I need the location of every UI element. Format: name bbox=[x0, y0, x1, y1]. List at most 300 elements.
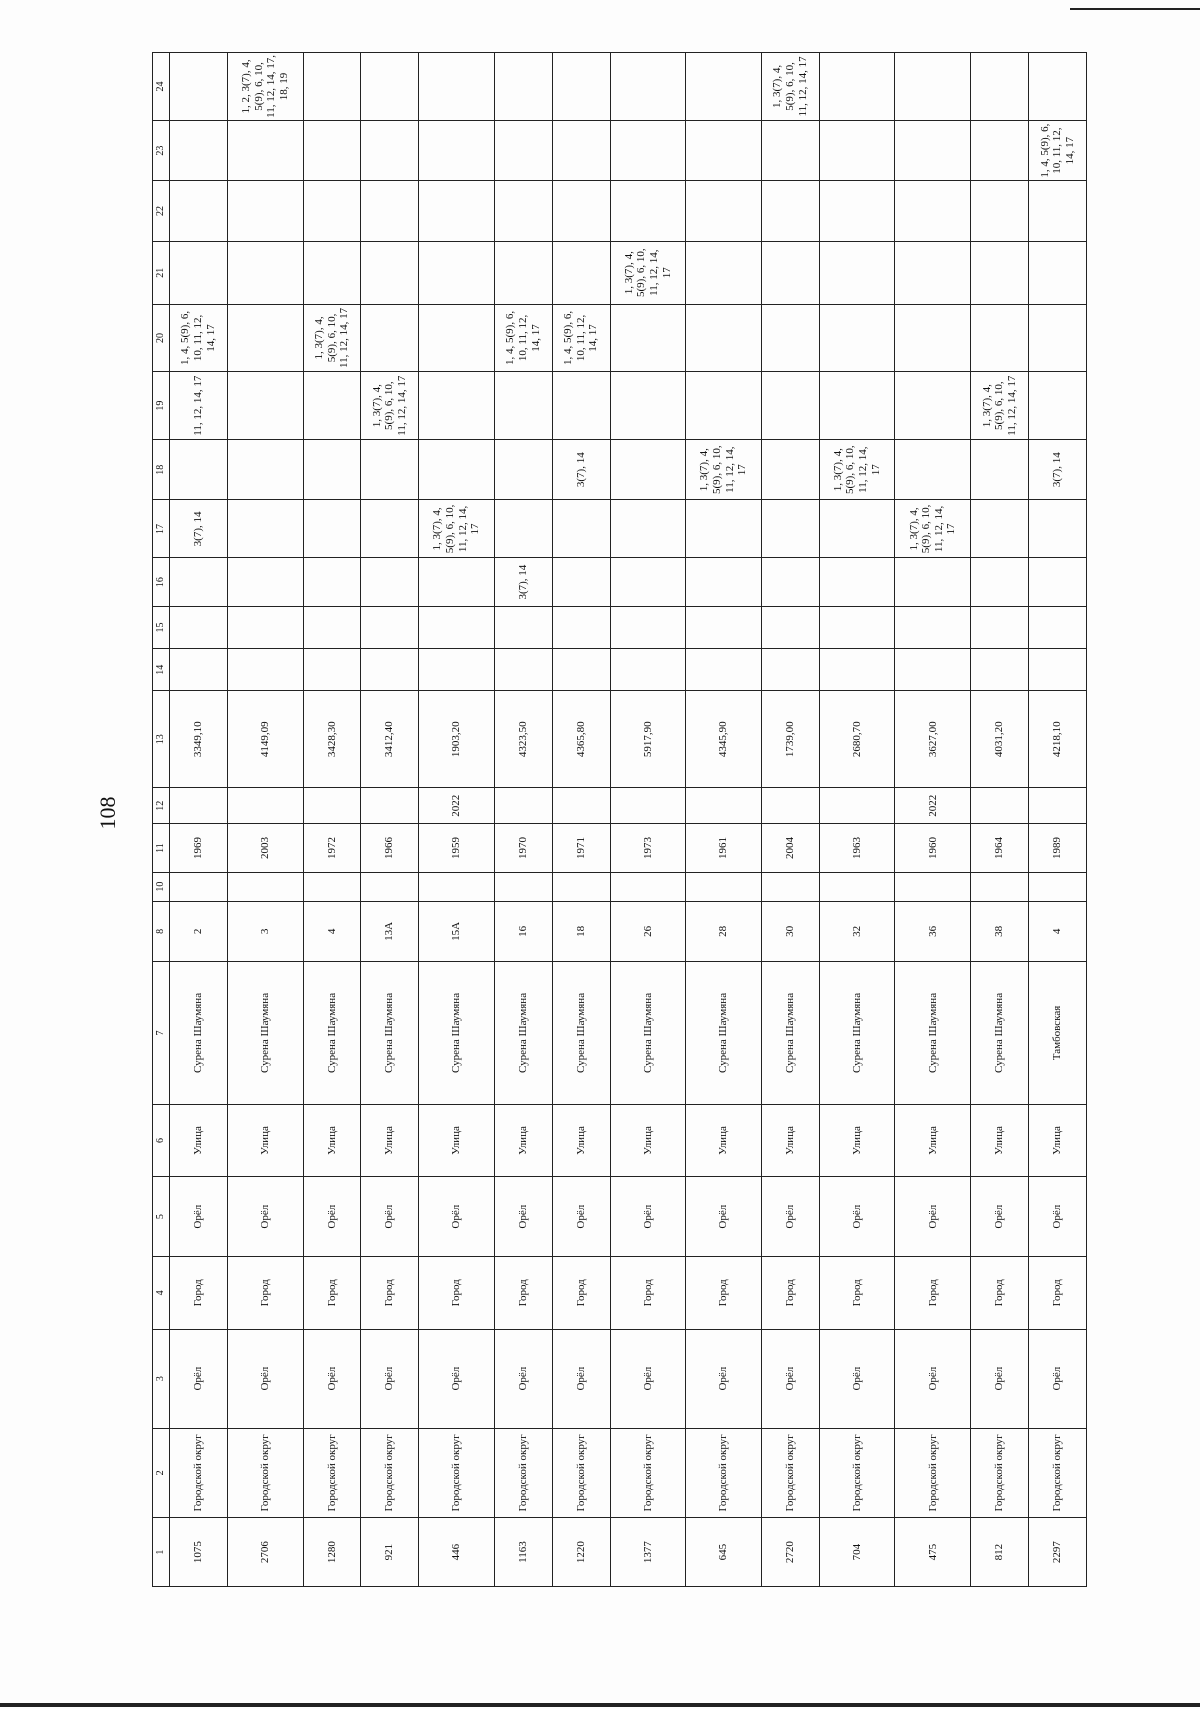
table-cell bbox=[686, 439, 762, 499]
table-row bbox=[895, 53, 971, 1587]
cell-text: 1, 3(7), 4, 5(9), 6, 10, 11, 12, 14, 17 bbox=[312, 307, 351, 368]
cell-text: 36 bbox=[926, 925, 939, 937]
column-header: 1 bbox=[153, 1518, 170, 1587]
table-cell bbox=[1029, 1329, 1087, 1428]
table-cell bbox=[303, 1518, 361, 1587]
cell-text: 812 bbox=[993, 1543, 1006, 1561]
cell-text: Городской округ bbox=[717, 1434, 730, 1512]
table-cell bbox=[761, 241, 819, 304]
top-rule bbox=[1070, 8, 1200, 10]
table-cell bbox=[610, 649, 686, 691]
table-cell bbox=[761, 304, 819, 372]
table-cell bbox=[552, 1518, 610, 1587]
table-cell bbox=[761, 1104, 819, 1177]
table-cell bbox=[303, 372, 361, 440]
table-cell bbox=[494, 500, 552, 558]
table-cell bbox=[1029, 500, 1087, 558]
table-cell bbox=[494, 901, 552, 961]
table-row bbox=[419, 53, 495, 1587]
table-cell bbox=[303, 120, 361, 180]
cell-text: 1, 4, 5(9), 6, 10, 11, 12, 14, 17 bbox=[562, 310, 600, 365]
table-cell bbox=[895, 304, 971, 372]
table-cell bbox=[303, 1329, 361, 1428]
table-cell bbox=[552, 1329, 610, 1428]
table-cell bbox=[552, 1177, 610, 1257]
table-cell bbox=[361, 649, 419, 691]
table-cell bbox=[303, 649, 361, 691]
table-cell bbox=[303, 1104, 361, 1177]
cell-text: Орёл bbox=[1051, 1366, 1064, 1391]
table-cell bbox=[419, 901, 495, 961]
cell-text: Сурена Шаумяна bbox=[850, 992, 863, 1073]
table-cell bbox=[819, 181, 895, 241]
cell-text: Город bbox=[717, 1279, 730, 1307]
cell-text: Улица bbox=[717, 1126, 730, 1155]
table-cell bbox=[686, 901, 762, 961]
column-header: 16 bbox=[153, 558, 170, 606]
cell-text: 1, 4, 5(9), 6, 10, 11, 12, 14, 17 bbox=[179, 310, 217, 365]
table-cell bbox=[361, 372, 419, 440]
column-header: 3 bbox=[153, 1329, 170, 1428]
table-cell bbox=[170, 304, 228, 372]
table-cell bbox=[419, 606, 495, 648]
table-cell bbox=[686, 1518, 762, 1587]
table-cell bbox=[303, 901, 361, 961]
table-cell bbox=[895, 1428, 971, 1517]
table-cell bbox=[227, 500, 303, 558]
table-cell bbox=[610, 372, 686, 440]
table-cell bbox=[971, 500, 1029, 558]
cell-text: Орёл bbox=[516, 1204, 529, 1229]
column-header: 4 bbox=[153, 1257, 170, 1330]
cell-text: Городской округ bbox=[574, 1434, 587, 1512]
table-cell bbox=[494, 1104, 552, 1177]
cell-text: Орёл bbox=[717, 1366, 730, 1391]
table-cell bbox=[686, 1329, 762, 1428]
cell-text: 1903,20 bbox=[450, 721, 463, 758]
table-cell bbox=[971, 1257, 1029, 1330]
table-cell bbox=[610, 1177, 686, 1257]
table-cell bbox=[895, 1518, 971, 1587]
cell-text: 32 bbox=[850, 925, 863, 937]
table-cell bbox=[170, 1428, 228, 1517]
cell-text: 4218,10 bbox=[1051, 721, 1064, 758]
table-cell bbox=[971, 1104, 1029, 1177]
table-cell bbox=[971, 901, 1029, 961]
cell-text: 1959 bbox=[450, 837, 463, 859]
table-cell bbox=[971, 1329, 1029, 1428]
table-cell bbox=[552, 1104, 610, 1177]
cell-text: 1, 3(7), 4, 5(9), 6, 10, 11, 12, 14, 17 bbox=[831, 445, 882, 494]
table-cell bbox=[170, 872, 228, 901]
cell-text: Улица bbox=[574, 1126, 587, 1155]
cell-text: 3(7), 14 bbox=[574, 452, 587, 488]
table-cell bbox=[227, 1257, 303, 1330]
table-cell bbox=[1029, 962, 1087, 1105]
table-cell bbox=[303, 606, 361, 648]
table-cell bbox=[686, 181, 762, 241]
cell-text: 1, 4, 5(9), 6, 10, 11, 12, 14, 17 bbox=[1038, 123, 1076, 178]
table-cell bbox=[819, 872, 895, 901]
cell-text: Город bbox=[926, 1279, 939, 1307]
table-cell bbox=[494, 181, 552, 241]
table-cell bbox=[303, 241, 361, 304]
column-header: 23 bbox=[153, 120, 170, 180]
cell-text: Улица bbox=[258, 1126, 271, 1155]
table-cell bbox=[686, 120, 762, 180]
cell-text: 446 bbox=[450, 1543, 463, 1561]
table-cell bbox=[361, 439, 419, 499]
table-cell bbox=[610, 558, 686, 606]
cell-text: Город bbox=[383, 1279, 396, 1307]
cell-text: 1, 4, 5(9), 6, 10, 11, 12, 14, 17 bbox=[504, 310, 542, 365]
table-cell bbox=[494, 1329, 552, 1428]
table-cell bbox=[895, 962, 971, 1105]
table-cell bbox=[895, 649, 971, 691]
table-cell bbox=[610, 500, 686, 558]
cell-text: 26 bbox=[641, 925, 654, 937]
cell-text: Улица bbox=[192, 1126, 205, 1155]
cell-text: 4 bbox=[325, 928, 338, 935]
cell-text: 645 bbox=[717, 1543, 730, 1561]
table-cell bbox=[361, 241, 419, 304]
cell-text: 3(7), 14 bbox=[516, 564, 529, 600]
table-row bbox=[610, 53, 686, 1587]
table-cell bbox=[419, 1257, 495, 1330]
table-cell bbox=[610, 439, 686, 499]
table-cell bbox=[361, 606, 419, 648]
cell-text: 2720 bbox=[784, 1541, 797, 1564]
table-cell bbox=[610, 606, 686, 648]
cell-text: Сурена Шаумяна bbox=[574, 992, 587, 1073]
register-table-container bbox=[152, 52, 1087, 1587]
cell-text: Городской округ bbox=[192, 1434, 205, 1512]
cell-text: Сурена Шаумяна bbox=[450, 992, 463, 1073]
table-cell bbox=[170, 788, 228, 824]
table-cell bbox=[552, 304, 610, 372]
cell-text: Орёл bbox=[993, 1204, 1006, 1229]
table-cell bbox=[170, 500, 228, 558]
table-cell bbox=[971, 53, 1029, 121]
column-header: 11 bbox=[153, 824, 170, 872]
table-cell bbox=[303, 1177, 361, 1257]
table-cell bbox=[494, 1177, 552, 1257]
cell-text: 2022 bbox=[450, 794, 463, 817]
cell-text: Орёл bbox=[1051, 1204, 1064, 1229]
column-header: 22 bbox=[153, 181, 170, 241]
column-header: 7 bbox=[153, 962, 170, 1105]
cell-text: Сурена Шаумяна bbox=[993, 992, 1006, 1073]
table-cell bbox=[227, 1518, 303, 1587]
cell-text: Город bbox=[450, 1279, 463, 1307]
table-cell bbox=[761, 649, 819, 691]
table-cell bbox=[895, 788, 971, 824]
table-cell bbox=[761, 1428, 819, 1517]
table-cell bbox=[971, 1518, 1029, 1587]
table-cell bbox=[552, 1257, 610, 1330]
table-cell bbox=[819, 824, 895, 872]
table-cell bbox=[895, 1177, 971, 1257]
table-cell bbox=[686, 1104, 762, 1177]
table-cell bbox=[610, 962, 686, 1105]
cell-text: 3 bbox=[258, 928, 271, 935]
table-cell bbox=[419, 1518, 495, 1587]
table-cell bbox=[361, 872, 419, 901]
table-cell bbox=[361, 788, 419, 824]
cell-text: Орёл bbox=[574, 1204, 587, 1229]
table-cell bbox=[494, 304, 552, 372]
table-cell bbox=[895, 1257, 971, 1330]
table-cell bbox=[761, 1257, 819, 1330]
table-cell bbox=[303, 53, 361, 121]
table-cell bbox=[761, 691, 819, 788]
table-cell bbox=[361, 1428, 419, 1517]
table-cell bbox=[494, 691, 552, 788]
cell-text: 1075 bbox=[192, 1541, 205, 1564]
table-cell bbox=[227, 691, 303, 788]
cell-text: 3412,40 bbox=[383, 721, 396, 758]
column-header: 12 bbox=[153, 788, 170, 824]
table-cell bbox=[895, 439, 971, 499]
table-cell bbox=[494, 1518, 552, 1587]
cell-text: Орёл bbox=[993, 1366, 1006, 1391]
cell-text: 1971 bbox=[574, 837, 587, 859]
table-cell bbox=[819, 691, 895, 788]
table-cell bbox=[170, 241, 228, 304]
table-cell bbox=[419, 1177, 495, 1257]
table-cell bbox=[419, 439, 495, 499]
table-cell bbox=[1029, 241, 1087, 304]
cell-text: Город bbox=[993, 1279, 1006, 1307]
table-cell bbox=[1029, 181, 1087, 241]
table-cell bbox=[761, 500, 819, 558]
table-cell bbox=[1029, 872, 1087, 901]
cell-text: Орёл bbox=[325, 1204, 338, 1229]
column-header: 5 bbox=[153, 1177, 170, 1257]
cell-text: 4 bbox=[1051, 928, 1064, 935]
table-cell bbox=[895, 1329, 971, 1428]
table-cell bbox=[761, 824, 819, 872]
cell-text: Орёл bbox=[574, 1366, 587, 1391]
table-cell bbox=[494, 649, 552, 691]
table-cell bbox=[971, 120, 1029, 180]
cell-text: 2 bbox=[192, 928, 205, 935]
column-header: 17 bbox=[153, 500, 170, 558]
cell-text: Орёл bbox=[850, 1204, 863, 1229]
cell-text: Городской округ bbox=[1051, 1434, 1064, 1512]
table-cell bbox=[494, 962, 552, 1105]
column-header: 24 bbox=[153, 53, 170, 121]
table-cell bbox=[610, 1518, 686, 1587]
cell-text: Орёл bbox=[641, 1366, 654, 1391]
cell-text: 1, 3(7), 4, 5(9), 6, 10, 11, 12, 14, 17 bbox=[980, 375, 1018, 436]
cell-text: 28 bbox=[717, 925, 730, 937]
table-cell bbox=[1029, 439, 1087, 499]
cell-text: 16 bbox=[516, 925, 529, 937]
table-cell bbox=[610, 53, 686, 121]
cell-text: 1964 bbox=[993, 837, 1006, 859]
table-cell bbox=[1029, 606, 1087, 648]
cell-text: 1970 bbox=[516, 837, 529, 859]
cell-text: Орёл bbox=[450, 1204, 463, 1229]
cell-text: 1, 2, 3(7), 4, 5(9), 6, 10, 11, 12, 14, 17, 18, 19 bbox=[239, 55, 290, 118]
table-cell bbox=[303, 824, 361, 872]
table-cell bbox=[819, 1104, 895, 1177]
column-header: 15 bbox=[153, 606, 170, 648]
cell-text: 1, 3(7), 4, 5(9), 6, 10, 11, 12, 14, 17 bbox=[370, 375, 409, 436]
table-cell bbox=[361, 120, 419, 180]
table-cell bbox=[170, 181, 228, 241]
cell-text: 30 bbox=[784, 925, 797, 937]
table-cell bbox=[610, 1104, 686, 1177]
table-cell bbox=[552, 649, 610, 691]
cell-text: 5917,90 bbox=[641, 721, 654, 758]
table-cell bbox=[971, 606, 1029, 648]
table-cell bbox=[971, 649, 1029, 691]
table-cell bbox=[170, 558, 228, 606]
table-cell bbox=[419, 788, 495, 824]
table-cell bbox=[1029, 304, 1087, 372]
table-row bbox=[819, 53, 895, 1587]
cell-text: 1, 3(7), 4, 5(9), 6, 10, 11, 12, 14, 17 bbox=[771, 56, 809, 117]
table-cell bbox=[610, 824, 686, 872]
table-cell bbox=[552, 558, 610, 606]
table-cell bbox=[419, 962, 495, 1105]
table-cell bbox=[552, 872, 610, 901]
table-cell bbox=[895, 500, 971, 558]
cell-text: 1, 3(7), 4, 5(9), 6, 10, 11, 12, 14, 17 bbox=[698, 445, 749, 494]
table-cell bbox=[1029, 1257, 1087, 1330]
cell-text: Городской округ bbox=[850, 1434, 863, 1512]
table-cell bbox=[1029, 1177, 1087, 1257]
table-cell bbox=[494, 558, 552, 606]
table-cell bbox=[895, 558, 971, 606]
table-cell bbox=[170, 901, 228, 961]
table-cell bbox=[170, 691, 228, 788]
cell-text: Сурена Шаумяна bbox=[516, 992, 529, 1073]
cell-text: Сурена Шаумяна bbox=[325, 992, 338, 1073]
table-cell bbox=[227, 1329, 303, 1428]
table-cell bbox=[419, 500, 495, 558]
cell-text: Сурена Шаумяна bbox=[784, 992, 797, 1073]
column-header: 8 bbox=[153, 901, 170, 961]
table-cell bbox=[895, 120, 971, 180]
table-row bbox=[170, 53, 228, 1587]
table-cell bbox=[686, 53, 762, 121]
table-cell bbox=[552, 500, 610, 558]
cell-text: Городской округ bbox=[383, 1434, 396, 1512]
cell-text: Орёл bbox=[926, 1366, 939, 1391]
cell-text: Городской округ bbox=[993, 1434, 1006, 1512]
table-cell bbox=[819, 1428, 895, 1517]
cell-text: Городской округ bbox=[641, 1434, 654, 1512]
table-cell bbox=[361, 304, 419, 372]
cell-text: Орёл bbox=[383, 1204, 396, 1229]
table-cell bbox=[303, 872, 361, 901]
cell-text: 704 bbox=[850, 1543, 863, 1561]
cell-text: Городской округ bbox=[258, 1434, 271, 1512]
table-cell bbox=[610, 304, 686, 372]
table-cell bbox=[552, 181, 610, 241]
column-header: 18 bbox=[153, 439, 170, 499]
table-cell bbox=[686, 1177, 762, 1257]
table-cell bbox=[227, 901, 303, 961]
table-cell bbox=[552, 439, 610, 499]
table-cell bbox=[170, 962, 228, 1105]
table-cell bbox=[971, 788, 1029, 824]
table-cell bbox=[361, 181, 419, 241]
cell-text: Город bbox=[574, 1279, 587, 1307]
table-cell bbox=[971, 439, 1029, 499]
table-cell bbox=[419, 872, 495, 901]
table-cell bbox=[419, 181, 495, 241]
cell-text: Городской округ bbox=[784, 1434, 797, 1512]
table-row bbox=[971, 53, 1029, 1587]
table-cell bbox=[610, 788, 686, 824]
table-cell bbox=[419, 304, 495, 372]
table-cell bbox=[686, 788, 762, 824]
table-cell bbox=[819, 439, 895, 499]
table-cell bbox=[610, 691, 686, 788]
table-cell bbox=[819, 372, 895, 440]
cell-text: 2297 bbox=[1051, 1541, 1064, 1564]
cell-text: 1, 3(7), 4, 5(9), 6, 10, 11, 12, 14, 17 bbox=[622, 248, 673, 297]
table-cell bbox=[494, 824, 552, 872]
table-cell bbox=[227, 53, 303, 121]
cell-text: Сурена Шаумяна bbox=[717, 992, 730, 1073]
table-cell bbox=[895, 824, 971, 872]
cell-text: 4345,90 bbox=[717, 721, 730, 758]
table-cell bbox=[686, 558, 762, 606]
cell-text: 11, 12, 14, 17 bbox=[192, 375, 205, 436]
register-table bbox=[152, 52, 1087, 1587]
table-cell bbox=[419, 649, 495, 691]
table-cell bbox=[494, 788, 552, 824]
table-cell bbox=[303, 304, 361, 372]
table-cell bbox=[610, 1329, 686, 1428]
bottom-rule bbox=[0, 1703, 1200, 1707]
table-cell bbox=[552, 962, 610, 1105]
table-cell bbox=[971, 872, 1029, 901]
table-cell bbox=[1029, 691, 1087, 788]
cell-text: 475 bbox=[926, 1543, 939, 1561]
table-cell bbox=[761, 901, 819, 961]
cell-text: Орёл bbox=[784, 1204, 797, 1229]
table-cell bbox=[227, 304, 303, 372]
table-cell bbox=[1029, 1428, 1087, 1517]
table-cell bbox=[303, 500, 361, 558]
cell-text: 2022 bbox=[926, 794, 939, 817]
cell-text: 1220 bbox=[574, 1541, 587, 1564]
table-cell bbox=[419, 558, 495, 606]
cell-text: Город bbox=[516, 1279, 529, 1307]
table-cell bbox=[552, 606, 610, 648]
table-cell bbox=[819, 1329, 895, 1428]
table-cell bbox=[170, 1177, 228, 1257]
table-cell bbox=[552, 901, 610, 961]
header-row bbox=[153, 53, 170, 1587]
column-header: 21 bbox=[153, 241, 170, 304]
cell-text: Сурена Шаумяна bbox=[258, 992, 271, 1073]
cell-text: Городской округ bbox=[926, 1434, 939, 1512]
table-cell bbox=[1029, 372, 1087, 440]
column-header: 10 bbox=[153, 872, 170, 901]
table-cell bbox=[971, 691, 1029, 788]
table-cell bbox=[303, 558, 361, 606]
cell-text: Сурена Шаумяна bbox=[192, 992, 205, 1073]
table-cell bbox=[895, 606, 971, 648]
table-cell bbox=[761, 788, 819, 824]
